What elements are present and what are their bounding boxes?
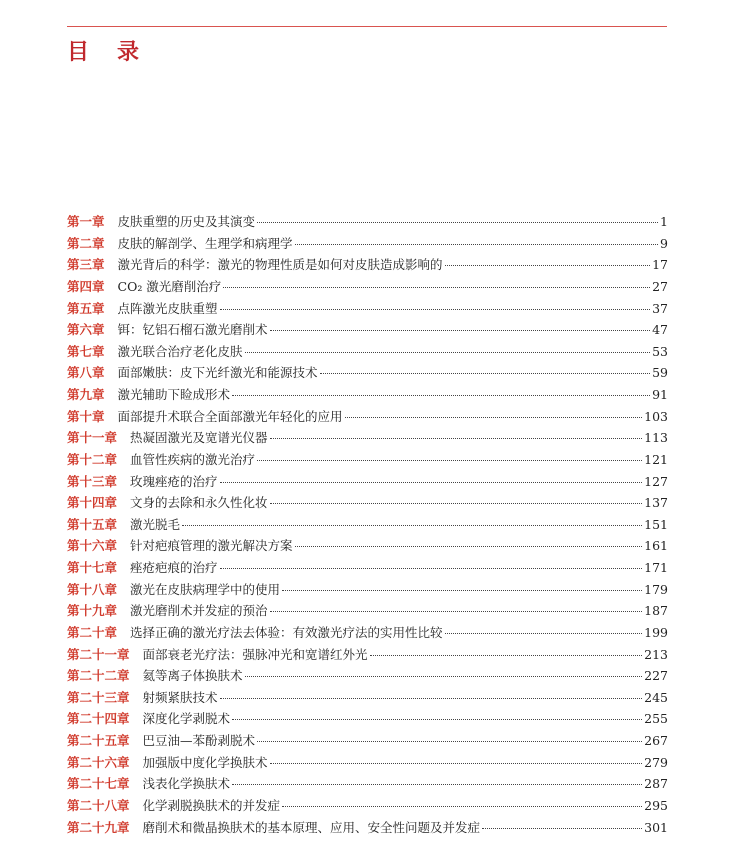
page-number: 59 — [652, 365, 668, 381]
page-number: 245 — [644, 689, 668, 705]
chapter-number: 第一章 — [67, 214, 105, 229]
table-of-contents — [67, 212, 668, 839]
chapter-number: 第二十一章 — [67, 646, 130, 662]
toc-entry[interactable] — [67, 299, 668, 321]
page-number: 103 — [644, 408, 668, 424]
dot-leader — [295, 546, 643, 547]
chapter-title: 痤疮疤痕的治疗 — [130, 560, 218, 575]
dot-leader — [182, 525, 642, 526]
toc-entry[interactable] — [67, 818, 668, 840]
chapter-number: 第二章 — [67, 235, 105, 251]
toc-entry[interactable] — [67, 320, 668, 342]
header-rule — [67, 26, 667, 27]
toc-entry[interactable] — [67, 342, 668, 364]
page-title — [67, 35, 141, 66]
chapter-number: 第七章 — [67, 343, 105, 359]
chapter-title: 选择正确的激光疗法去体验：有效激光疗法的实用性比较 — [130, 624, 443, 640]
chapter-number: 第二十六章 — [67, 754, 130, 770]
toc-entry[interactable] — [67, 428, 668, 450]
chapter-title: 激光背后的科学：激光的物理性质是如何对皮肤造成影响的 — [117, 257, 443, 273]
page-number: 37 — [652, 300, 668, 316]
chapter-number: 第十九章 — [67, 603, 118, 619]
page-number: 255 — [644, 711, 668, 727]
toc-entry[interactable] — [67, 515, 668, 537]
page-number: 127 — [644, 473, 668, 489]
dot-leader — [270, 611, 643, 612]
dot-leader — [270, 438, 643, 439]
page-number: 137 — [644, 495, 668, 511]
chapter-number: 第九章 — [67, 387, 105, 402]
chapter-title: 皮肤的解剖学、生理学和病理学 — [117, 235, 293, 251]
page-number: 161 — [644, 538, 668, 554]
chapter-number: 第二十七章 — [67, 776, 130, 792]
chapter-title: 激光在皮肤病理学中的使用 — [130, 581, 281, 597]
chapter-number: 第十八章 — [67, 581, 118, 597]
chapter-number: 第十章 — [67, 408, 105, 424]
chapter-title: 激光磨削术并发症的预治 — [130, 603, 268, 619]
dot-leader — [282, 590, 642, 591]
dot-leader — [295, 244, 659, 245]
dot-leader — [320, 373, 651, 374]
chapter-number: 第二十四章 — [67, 711, 130, 727]
chapter-number: 第四章 — [67, 278, 105, 294]
toc-entry[interactable] — [67, 688, 668, 710]
chapter-number: 第二十章 — [67, 624, 118, 640]
chapter-title: 文身的去除和永久性化妆 — [130, 495, 268, 511]
dot-leader — [257, 741, 642, 742]
dot-leader — [370, 655, 643, 656]
toc-entry[interactable] — [67, 796, 668, 818]
page-number: 301 — [644, 819, 668, 835]
page-number: 213 — [644, 646, 668, 662]
toc-entry[interactable] — [67, 255, 668, 277]
page-number: 113 — [644, 430, 668, 446]
page-number: 295 — [644, 797, 668, 813]
page-number: 179 — [644, 581, 668, 597]
chapter-number: 第十六章 — [67, 538, 118, 554]
page-number: 1 — [660, 214, 668, 229]
dot-leader — [220, 568, 643, 569]
chapter-number: 第十一章 — [67, 430, 118, 446]
toc-entry[interactable] — [67, 385, 668, 407]
page-title-char: 目 — [67, 40, 92, 65]
chapter-title: 化学剥脱换肤术的并发症 — [142, 797, 281, 813]
chapter-title: 深度化学剥脱术 — [142, 711, 231, 727]
chapter-number: 第八章 — [67, 365, 105, 381]
chapter-title: CO₂ 激光磨削治疗 — [117, 278, 222, 294]
chapter-number: 第二十二章 — [67, 668, 130, 684]
chapter-title: 面部衰老光疗法：强脉冲光和宽谱红外光 — [142, 646, 368, 662]
dot-leader — [270, 503, 643, 504]
toc-entry[interactable] — [67, 407, 668, 429]
chapter-number: 第六章 — [67, 322, 105, 338]
dot-leader — [445, 633, 643, 634]
chapter-number: 第五章 — [67, 300, 105, 316]
chapter-title: 皮肤重塑的历史及其演变 — [117, 214, 256, 229]
chapter-number: 第十七章 — [67, 560, 118, 575]
dot-leader — [482, 828, 642, 829]
toc-entry[interactable] — [67, 472, 668, 494]
page-number: 187 — [644, 603, 668, 619]
toc-entry[interactable] — [67, 774, 668, 796]
chapter-title: 激光联合治疗老化皮肤 — [117, 343, 243, 359]
chapter-number: 第十三章 — [67, 473, 118, 489]
chapter-number: 第二十三章 — [67, 689, 130, 705]
chapter-title: 巴豆油—苯酚剥脱术 — [142, 733, 256, 748]
chapter-number: 第二十九章 — [67, 819, 130, 835]
dot-leader — [345, 417, 643, 418]
toc-entry[interactable] — [67, 623, 668, 645]
dot-leader — [282, 806, 642, 807]
page-number: 287 — [644, 776, 668, 792]
page-number: 279 — [644, 754, 668, 770]
chapter-number: 第十五章 — [67, 516, 118, 532]
page-number: 199 — [644, 624, 668, 640]
dot-leader — [257, 460, 642, 461]
dot-leader — [445, 265, 651, 266]
toc-entry[interactable] — [67, 645, 668, 667]
chapter-title: 针对疤痕管理的激光解决方案 — [130, 538, 293, 554]
chapter-title: 热凝固激光及宽谱光仪器 — [130, 430, 268, 446]
toc-entry[interactable] — [67, 580, 668, 602]
chapter-title: 玫瑰痤疮的治疗 — [130, 473, 218, 489]
chapter-title: 面部嫩肤：皮下光纤激光和能源技术 — [117, 365, 318, 381]
chapter-number: 第二十五章 — [67, 733, 130, 748]
page-number: 27 — [652, 278, 668, 294]
chapter-title: 铒：钇铝石榴石激光磨削术 — [117, 322, 268, 338]
dot-leader — [232, 719, 642, 720]
page-number: 47 — [652, 322, 668, 338]
toc-entry[interactable] — [67, 212, 668, 234]
dot-leader — [270, 763, 643, 764]
chapter-title: 磨削术和微晶换肤术的基本原理、应用、安全性问题及并发症 — [142, 819, 481, 835]
page-number: 9 — [660, 235, 668, 251]
toc-entry[interactable] — [67, 709, 668, 731]
page-number: 227 — [644, 668, 668, 684]
toc-entry[interactable] — [67, 536, 668, 558]
chapter-title: 面部提升术联合全面部激光年轻化的应用 — [117, 408, 343, 424]
dot-leader — [245, 676, 643, 677]
toc-entry[interactable] — [67, 753, 668, 775]
chapter-number: 第十二章 — [67, 451, 118, 467]
page-number: 53 — [652, 343, 668, 359]
chapter-title: 点阵激光皮肤重塑 — [117, 300, 218, 316]
page-number: 171 — [644, 560, 668, 575]
dot-leader — [220, 482, 643, 483]
toc-entry[interactable] — [67, 234, 668, 256]
toc-entry[interactable] — [67, 493, 668, 515]
chapter-title: 激光辅助下睑成形术 — [117, 387, 231, 402]
dot-leader — [220, 309, 651, 310]
chapter-title: 激光脱毛 — [130, 516, 181, 532]
dot-leader — [223, 287, 650, 288]
page-number: 17 — [652, 257, 668, 273]
page-number: 121 — [644, 451, 668, 467]
dot-leader — [232, 395, 650, 396]
chapter-title: 射频紧肤技术 — [142, 689, 218, 705]
chapter-number: 第三章 — [67, 257, 105, 273]
dot-leader — [220, 698, 643, 699]
dot-leader — [257, 222, 658, 223]
toc-entry[interactable] — [67, 601, 668, 623]
chapter-title: 血管性疾病的激光治疗 — [130, 451, 256, 467]
page-number: 151 — [644, 516, 668, 532]
page-number: 91 — [652, 387, 668, 402]
toc-entry[interactable] — [67, 558, 668, 580]
page-number: 267 — [644, 733, 668, 748]
toc-entry[interactable] — [67, 277, 668, 299]
toc-entry[interactable] — [67, 731, 668, 753]
toc-entry[interactable] — [67, 666, 668, 688]
chapter-title: 浅表化学换肤术 — [142, 776, 231, 792]
dot-leader — [232, 784, 642, 785]
chapter-title: 加强版中度化学换肤术 — [142, 754, 268, 770]
chapter-number: 第十四章 — [67, 495, 118, 511]
toc-entry[interactable] — [67, 363, 668, 385]
chapter-title: 氦等离子体换肤术 — [142, 668, 243, 684]
dot-leader — [270, 330, 651, 331]
chapter-number: 第二十八章 — [67, 797, 130, 813]
page-title-char: 录 — [117, 40, 142, 65]
toc-entry[interactable] — [67, 450, 668, 472]
dot-leader — [245, 352, 651, 353]
